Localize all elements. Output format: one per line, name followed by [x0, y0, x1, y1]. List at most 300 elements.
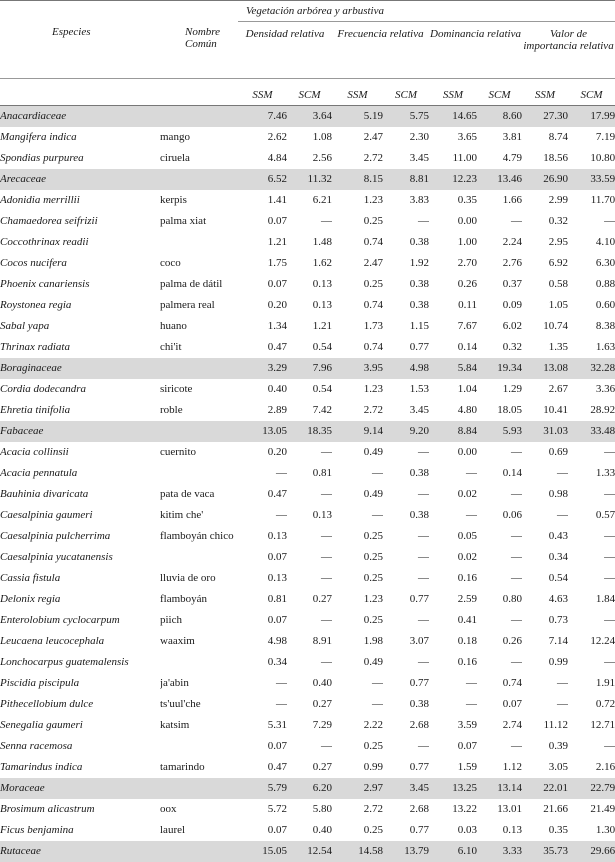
value-cell: 0.26 — [477, 631, 522, 652]
value-cell: — — [287, 610, 332, 631]
value-cell: 14.58 — [332, 841, 383, 862]
species-cell: Piscidia piscipula — [0, 673, 160, 694]
value-cell: 3.83 — [383, 190, 429, 211]
value-cell: 0.41 — [429, 610, 477, 631]
value-cell: 3.05 — [522, 757, 568, 778]
common-name-cell: kerpis — [160, 190, 238, 211]
value-cell: 1.59 — [429, 757, 477, 778]
value-cell: — — [568, 568, 615, 589]
value-cell: 0.38 — [383, 463, 429, 484]
value-cell: 1.35 — [522, 337, 568, 358]
value-cell: 0.00 — [429, 211, 477, 232]
value-cell: 0.25 — [332, 547, 383, 568]
common-name-cell: ts'uul'che — [160, 694, 238, 715]
table-row — [0, 295, 615, 316]
value-cell: 0.38 — [383, 694, 429, 715]
value-cell: 0.77 — [383, 820, 429, 841]
value-cell: — — [332, 505, 383, 526]
value-cell: — — [238, 694, 287, 715]
value-cell: 1.23 — [332, 379, 383, 400]
value-cell: 6.20 — [287, 778, 332, 799]
value-cell: 0.77 — [383, 337, 429, 358]
value-cell: — — [287, 484, 332, 505]
common-name-cell — [160, 463, 238, 484]
value-cell: 0.57 — [568, 505, 615, 526]
value-cell: 7.96 — [287, 358, 332, 379]
table-row — [0, 673, 615, 694]
header-common-spacer — [160, 79, 238, 106]
value-cell: 10.41 — [522, 400, 568, 421]
value-cell: — — [568, 484, 615, 505]
value-cell: 33.59 — [568, 169, 615, 190]
common-name-cell: coco — [160, 253, 238, 274]
value-cell: 0.40 — [287, 673, 332, 694]
common-name-cell: mango — [160, 127, 238, 148]
value-cell: 1.21 — [287, 316, 332, 337]
value-cell: 11.70 — [568, 190, 615, 211]
value-cell: 1.53 — [383, 379, 429, 400]
value-cell: 0.11 — [429, 295, 477, 316]
value-cell: 2.47 — [332, 127, 383, 148]
species-cell: Boraginaceae — [0, 358, 160, 379]
subheader-scm: SCM — [287, 79, 332, 106]
value-cell: 6.02 — [477, 316, 522, 337]
value-cell: 0.77 — [383, 673, 429, 694]
species-cell: Mangifera indica — [0, 127, 160, 148]
value-cell: 3.81 — [477, 127, 522, 148]
value-cell: 0.49 — [332, 484, 383, 505]
value-cell: 8.74 — [522, 127, 568, 148]
header-dominance: Dominancia relativa — [429, 22, 522, 79]
value-cell: 9.14 — [332, 421, 383, 442]
common-name-cell: laurel — [160, 820, 238, 841]
value-cell: 0.81 — [287, 463, 332, 484]
value-cell: 4.98 — [238, 631, 287, 652]
subheader-ssm: SSM — [238, 79, 287, 106]
value-cell: 0.13 — [238, 568, 287, 589]
species-cell: Caesalpinia pulcherrima — [0, 526, 160, 547]
value-cell: — — [287, 547, 332, 568]
value-cell: — — [477, 526, 522, 547]
value-cell: 10.80 — [568, 148, 615, 169]
species-cell: Lonchocarpus guatemalensis — [0, 652, 160, 673]
value-cell: 6.52 — [238, 169, 287, 190]
species-cell: Acacia pennatula — [0, 463, 160, 484]
common-name-cell: waaxim — [160, 631, 238, 652]
value-cell: — — [477, 736, 522, 757]
value-cell: 1.66 — [477, 190, 522, 211]
table-row — [0, 715, 615, 736]
value-cell: 0.27 — [287, 694, 332, 715]
species-cell: Enterolobium cyclocarpum — [0, 610, 160, 631]
value-cell: — — [477, 484, 522, 505]
value-cell: 0.49 — [332, 442, 383, 463]
table-row — [0, 379, 615, 400]
value-cell: 11.32 — [287, 169, 332, 190]
value-cell: 0.32 — [477, 337, 522, 358]
table-row — [0, 316, 615, 337]
value-cell: 12.54 — [287, 841, 332, 862]
value-cell: 1.62 — [287, 253, 332, 274]
value-cell: — — [383, 484, 429, 505]
value-cell: 10.74 — [522, 316, 568, 337]
value-cell: 2.72 — [332, 799, 383, 820]
common-name-cell: siricote — [160, 379, 238, 400]
value-cell: 0.47 — [238, 757, 287, 778]
value-cell: — — [287, 442, 332, 463]
value-cell: 1.29 — [477, 379, 522, 400]
value-cell: 3.45 — [383, 400, 429, 421]
species-cell: Roystonea regia — [0, 295, 160, 316]
value-cell: 0.54 — [287, 379, 332, 400]
value-cell: — — [383, 736, 429, 757]
value-cell: 3.45 — [383, 778, 429, 799]
value-cell: 3.64 — [287, 106, 332, 128]
value-cell: 1.63 — [568, 337, 615, 358]
value-cell: 0.38 — [383, 274, 429, 295]
header-density: Densidad relativa — [238, 22, 332, 79]
table-row — [0, 400, 615, 421]
value-cell: 0.18 — [429, 631, 477, 652]
value-cell: 1.91 — [568, 673, 615, 694]
value-cell: — — [568, 547, 615, 568]
value-cell: 1.34 — [238, 316, 287, 337]
value-cell: 0.35 — [429, 190, 477, 211]
value-cell: — — [332, 463, 383, 484]
table-body — [0, 106, 615, 862]
table-row — [0, 148, 615, 169]
species-cell: Cordia dodecandra — [0, 379, 160, 400]
value-cell: 0.99 — [522, 652, 568, 673]
value-cell: — — [332, 694, 383, 715]
value-cell: 1.41 — [238, 190, 287, 211]
value-cell: 1.05 — [522, 295, 568, 316]
table-row — [0, 631, 615, 652]
species-cell: Cocos nucifera — [0, 253, 160, 274]
value-cell: 9.20 — [383, 421, 429, 442]
value-cell: 0.25 — [332, 736, 383, 757]
common-name-cell: huano — [160, 316, 238, 337]
value-cell: 2.74 — [477, 715, 522, 736]
value-cell: 21.66 — [522, 799, 568, 820]
species-cell: Anacardiaceae — [0, 106, 160, 128]
value-cell: 33.48 — [568, 421, 615, 442]
value-cell: 0.35 — [522, 820, 568, 841]
value-cell: 5.80 — [287, 799, 332, 820]
table-row — [0, 652, 615, 673]
value-cell: 0.74 — [332, 295, 383, 316]
value-cell: 0.25 — [332, 610, 383, 631]
value-cell: 0.14 — [477, 463, 522, 484]
species-cell: Brosimum alicastrum — [0, 799, 160, 820]
value-cell: 2.70 — [429, 253, 477, 274]
value-cell: 0.69 — [522, 442, 568, 463]
value-cell: 1.15 — [383, 316, 429, 337]
value-cell: 1.33 — [568, 463, 615, 484]
value-cell: — — [568, 526, 615, 547]
value-cell: — — [238, 673, 287, 694]
table-row — [0, 232, 615, 253]
value-cell: 7.46 — [238, 106, 287, 128]
header-frequency: Frecuencia relativa — [332, 22, 429, 79]
value-cell: 15.05 — [238, 841, 287, 862]
value-cell: 0.13 — [287, 274, 332, 295]
value-cell: — — [568, 211, 615, 232]
value-cell: 2.62 — [238, 127, 287, 148]
value-cell: 0.58 — [522, 274, 568, 295]
family-row — [0, 106, 615, 128]
value-cell: 0.77 — [383, 757, 429, 778]
value-cell: 0.00 — [429, 442, 477, 463]
value-cell: 0.13 — [238, 526, 287, 547]
value-cell: 2.68 — [383, 715, 429, 736]
value-cell: — — [383, 547, 429, 568]
value-cell: 0.34 — [522, 547, 568, 568]
subheader-scm: SCM — [477, 79, 522, 106]
table-row — [0, 799, 615, 820]
value-cell: 0.25 — [332, 820, 383, 841]
value-cell: 13.22 — [429, 799, 477, 820]
value-cell: 8.84 — [429, 421, 477, 442]
value-cell: 0.13 — [287, 505, 332, 526]
header-common-name: Nombre Común — [160, 22, 238, 79]
common-name-cell: flamboyán chico — [160, 526, 238, 547]
species-cell: Arecaceae — [0, 169, 160, 190]
value-cell: — — [477, 568, 522, 589]
value-cell: 0.09 — [477, 295, 522, 316]
species-cell: Ehretia tinifolia — [0, 400, 160, 421]
species-cell: Senna racemosa — [0, 736, 160, 757]
value-cell: — — [522, 673, 568, 694]
header-species-spacer — [0, 79, 160, 106]
value-cell: 2.76 — [477, 253, 522, 274]
value-cell: 0.80 — [477, 589, 522, 610]
value-cell: 0.27 — [287, 589, 332, 610]
table-row — [0, 757, 615, 778]
common-name-cell: tamarindo — [160, 757, 238, 778]
value-cell: 3.65 — [429, 127, 477, 148]
common-name-cell: palma xiat — [160, 211, 238, 232]
value-cell: 0.40 — [238, 379, 287, 400]
value-cell: — — [383, 442, 429, 463]
value-cell: 2.22 — [332, 715, 383, 736]
value-cell: — — [429, 463, 477, 484]
table-row — [0, 568, 615, 589]
common-name-cell — [160, 736, 238, 757]
value-cell: 0.54 — [522, 568, 568, 589]
value-cell: — — [383, 652, 429, 673]
value-cell: — — [522, 463, 568, 484]
value-cell: 0.07 — [238, 610, 287, 631]
value-cell: 7.29 — [287, 715, 332, 736]
table-row — [0, 610, 615, 631]
value-cell: 3.33 — [477, 841, 522, 862]
table-row — [0, 211, 615, 232]
value-cell: 0.02 — [429, 484, 477, 505]
species-cell: Coccothrinax readii — [0, 232, 160, 253]
value-cell: 6.30 — [568, 253, 615, 274]
value-cell: 4.84 — [238, 148, 287, 169]
value-cell: 0.38 — [383, 295, 429, 316]
value-cell: 0.06 — [477, 505, 522, 526]
table-row — [0, 589, 615, 610]
common-name-cell: oox — [160, 799, 238, 820]
common-name-cell — [160, 421, 238, 442]
value-cell: 32.28 — [568, 358, 615, 379]
common-name-cell: pata de vaca — [160, 484, 238, 505]
value-cell: 0.88 — [568, 274, 615, 295]
value-cell: 7.42 — [287, 400, 332, 421]
value-cell: 28.92 — [568, 400, 615, 421]
value-cell: 2.47 — [332, 253, 383, 274]
value-cell: 1.98 — [332, 631, 383, 652]
value-cell: 0.37 — [477, 274, 522, 295]
common-name-cell — [160, 106, 238, 128]
species-cell: Adonidia merrillii — [0, 190, 160, 211]
table-row — [0, 442, 615, 463]
value-cell: 13.46 — [477, 169, 522, 190]
value-cell: — — [477, 652, 522, 673]
value-cell: 2.95 — [522, 232, 568, 253]
value-cell: 0.07 — [429, 736, 477, 757]
value-cell: 0.60 — [568, 295, 615, 316]
value-cell: 2.99 — [522, 190, 568, 211]
value-cell: 0.07 — [238, 820, 287, 841]
value-cell: 1.12 — [477, 757, 522, 778]
common-name-cell: flamboyán — [160, 589, 238, 610]
value-cell: 21.49 — [568, 799, 615, 820]
value-cell: 5.72 — [238, 799, 287, 820]
value-cell: — — [477, 610, 522, 631]
value-cell: 0.73 — [522, 610, 568, 631]
value-cell: 3.36 — [568, 379, 615, 400]
value-cell: 0.07 — [238, 736, 287, 757]
value-cell: 0.07 — [477, 694, 522, 715]
value-cell: 0.25 — [332, 568, 383, 589]
common-name-cell — [160, 358, 238, 379]
value-cell: 18.05 — [477, 400, 522, 421]
species-cell: Pithecellobium dulce — [0, 694, 160, 715]
value-cell: 18.35 — [287, 421, 332, 442]
value-cell: — — [287, 526, 332, 547]
value-cell: 0.27 — [287, 757, 332, 778]
species-cell: Leucaena leucocephala — [0, 631, 160, 652]
value-cell: 1.23 — [332, 190, 383, 211]
value-cell: 0.43 — [522, 526, 568, 547]
common-name-cell: ciruela — [160, 148, 238, 169]
value-cell: 0.25 — [332, 211, 383, 232]
value-cell: 2.56 — [287, 148, 332, 169]
value-cell: 3.95 — [332, 358, 383, 379]
species-cell: Chamaedorea seifrizii — [0, 211, 160, 232]
species-cell: Cassia fistula — [0, 568, 160, 589]
table-row — [0, 526, 615, 547]
value-cell: 1.84 — [568, 589, 615, 610]
value-cell: — — [568, 652, 615, 673]
table-row — [0, 337, 615, 358]
common-name-cell: piich — [160, 610, 238, 631]
value-cell: 8.38 — [568, 316, 615, 337]
table-row — [0, 505, 615, 526]
value-cell: — — [477, 211, 522, 232]
species-cell: Bauhinia divaricata — [0, 484, 160, 505]
family-row — [0, 841, 615, 862]
value-cell: 1.21 — [238, 232, 287, 253]
value-cell: 0.98 — [522, 484, 568, 505]
value-cell: 11.00 — [429, 148, 477, 169]
value-cell: 0.32 — [522, 211, 568, 232]
value-cell: 0.77 — [383, 589, 429, 610]
family-row — [0, 778, 615, 799]
value-cell: 8.60 — [477, 106, 522, 128]
value-cell: — — [429, 505, 477, 526]
value-cell: 0.38 — [383, 232, 429, 253]
value-cell: 2.97 — [332, 778, 383, 799]
header-species: Especies — [0, 22, 160, 79]
common-name-cell — [160, 232, 238, 253]
table-row — [0, 736, 615, 757]
value-cell: — — [332, 673, 383, 694]
species-cell: Acacia collinsii — [0, 442, 160, 463]
value-cell: — — [429, 694, 477, 715]
value-cell: 7.14 — [522, 631, 568, 652]
value-cell: 29.66 — [568, 841, 615, 862]
value-cell: 0.14 — [429, 337, 477, 358]
species-cell: Ficus benjamina — [0, 820, 160, 841]
value-cell: 26.90 — [522, 169, 568, 190]
value-cell: 0.40 — [287, 820, 332, 841]
value-cell: 1.73 — [332, 316, 383, 337]
value-cell: 2.68 — [383, 799, 429, 820]
table-row — [0, 484, 615, 505]
value-cell: 4.98 — [383, 358, 429, 379]
value-cell: 1.75 — [238, 253, 287, 274]
value-cell: 0.74 — [477, 673, 522, 694]
subheader-scm: SCM — [568, 79, 615, 106]
value-cell: 0.49 — [332, 652, 383, 673]
value-cell: 1.92 — [383, 253, 429, 274]
value-cell: 2.59 — [429, 589, 477, 610]
value-cell: 0.20 — [238, 442, 287, 463]
value-cell: 2.67 — [522, 379, 568, 400]
value-cell: 35.73 — [522, 841, 568, 862]
value-cell: 7.67 — [429, 316, 477, 337]
value-cell: 0.07 — [238, 211, 287, 232]
value-cell: 8.15 — [332, 169, 383, 190]
header-importance: Valor de importancia relativa — [522, 22, 615, 79]
value-cell: 6.21 — [287, 190, 332, 211]
value-cell: 13.79 — [383, 841, 429, 862]
value-cell: — — [477, 547, 522, 568]
value-cell: 12.71 — [568, 715, 615, 736]
value-cell: 0.34 — [238, 652, 287, 673]
subheader-scm: SCM — [383, 79, 429, 106]
value-cell: 0.05 — [429, 526, 477, 547]
value-cell: 0.39 — [522, 736, 568, 757]
value-cell: 22.01 — [522, 778, 568, 799]
value-cell: 0.54 — [287, 337, 332, 358]
value-cell: — — [568, 736, 615, 757]
species-cell: Spondias purpurea — [0, 148, 160, 169]
value-cell: 5.75 — [383, 106, 429, 128]
subheader-ssm: SSM — [429, 79, 477, 106]
subheader-ssm: SSM — [522, 79, 568, 106]
species-cell: Thrinax radiata — [0, 337, 160, 358]
subheader-ssm: SSM — [332, 79, 383, 106]
value-cell: 0.16 — [429, 568, 477, 589]
value-cell: 0.99 — [332, 757, 383, 778]
value-cell: 2.30 — [383, 127, 429, 148]
